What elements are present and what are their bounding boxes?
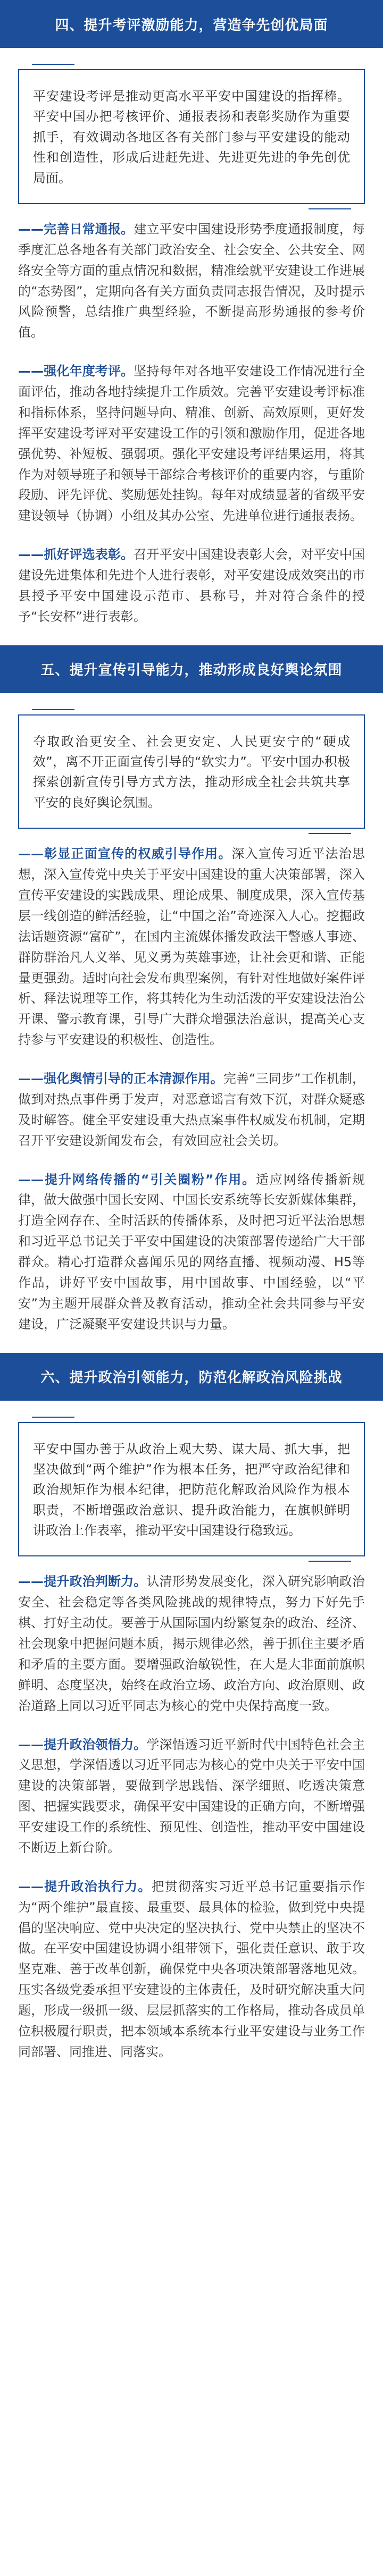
paragraph-text: 建立平安中国建设形势季度通报制度，每季度汇总各地各有关部门政治安全、社会安全、公共安全、网络安全等方面的重点情况和数据，精准绘就平安建设工作进展的“态势图”，定期向各有关方面负责同志报告情况，及时提示风险预警，总结推广典型经验，不断提高形势通报的参考价值。 xyxy=(18,221,365,340)
paragraph-lead: ——强化舆情引导的正本清源作用。 xyxy=(18,1071,223,1087)
summary-text: 夺取政治更安全、社会更安定、人民更安宁的“硬成效”，离不开正面宣传引导的“软实力”。平安中国办积极探索创新宣传引导方式方法，推动形成全社会共筑共享平安的良好舆论氛围。 xyxy=(33,734,350,810)
paragraph-lead: ——强化年度考评。 xyxy=(18,364,134,379)
paragraph-text: 坚持每年对各地平安建设工作情况进行全面评估，推动各地持续提升工作质效。完善平安建设考评标准和指标体系，坚持问题导向、精准、创新、高效原则，更好发挥平安建设考评对平安建设工作的引领和激励作用，促进各地强优势、补短板、强弱项。强化平安建设考评结果运用，将其作为对领导班子和领导干部综合考核评价的重要内容，与重阶段励、评先评优、奖励惩处挂钩。每年对成绩显著的省级平安建设领导（协调）小组及其办公室、先进单位进行通报表扬。 xyxy=(18,364,365,524)
paragraph xyxy=(18,1876,365,2063)
paragraph xyxy=(18,219,365,343)
section-title: 六、提升政治引领能力，防范化解政治风险挑战 xyxy=(40,1370,343,1386)
paragraph-text: 深入宣传习近平法治思想，深入宣传党中央关于平安中国建设的重大决策部署，深入宣传平安建设的实践成果、理论成果、制度成果，深入宣传基层一线创造的鲜活经验，让“中国之治”奇迹深入人心。挖掘政法话题资源“富矿”，在国内主流媒体播发政法干警感人事迹、群防群治凡人义举、见义勇为英雄事迹，让社会更和谐、正能量更强劲。适时向社会发布典型案例，有针对性地做好案件评析、释法说理等工作，将其转化为生动活泼的平安建设法治公开课、警示教育课，引导广大群众增强法治意识，提高关心支持参与平安建设的积极性、创造性。 xyxy=(18,846,365,1048)
section-title: 五、提升宣传引导能力，推动形成良好舆论氛围 xyxy=(40,662,343,679)
paragraph-text: 学深悟透习近平新时代中国特色社会主义思想，学深悟透以习近平同志为核心的党中央关于平安中国建设的决策部署，要做到学思践悟、深学细照、吃透决策意图、把握实践要求，确保平安中国建设的正确方向，不断增强平安建设工作的系统性、预见性、创造性，推动平安中国建设不断迈上新台阶。 xyxy=(18,1737,365,1855)
paragraph-lead: ——提升政治领悟力。 xyxy=(18,1737,147,1752)
paragraph-lead: ——提升政治执行力。 xyxy=(18,1879,152,1894)
paragraph xyxy=(18,1169,365,1335)
section-header xyxy=(0,0,383,48)
paragraph-text: 召开平安中国建设表彰大会，对平安中国建设先进集体和先进个人进行表彰，对平安建设成效突出的市县授予平安中国建设示范市、县称号，并对符合条件的授予“长安杯”进行表彰。 xyxy=(18,547,365,624)
paragraph-lead: ——彰显正面宣传的权威引导作用。 xyxy=(18,846,232,862)
paragraph xyxy=(18,1068,365,1151)
paragraph xyxy=(18,1571,365,1716)
section-5 xyxy=(0,645,383,1335)
paragraph xyxy=(18,1735,365,1858)
section-summary-box xyxy=(18,714,365,829)
paragraph-text: 适应网络传播新规律，做大做强中国长安网、中国长安系统等长安新媒体集群，打造全网存在、全时活跃的传播体系，及时把习近平法治思想和习近平总书记关于平安中国建设的决策部署传递给广大干部群众。精心打造群众喜闻乐见的网络直播、视频动漫、H5等作品，讲好平安中国故事，用中国故事、中国经验，以“平安”为主题开展群众普及教育活动，推动全社会共同参与平安建设，广泛凝聚平安建设共识与力量。 xyxy=(18,1172,365,1332)
paragraph xyxy=(18,844,365,1050)
paragraph-lead: ——提升政治判断力。 xyxy=(18,1574,147,1589)
section-header xyxy=(0,645,383,693)
section-6 xyxy=(0,1353,383,2063)
section-header xyxy=(0,1353,383,1401)
summary-text: 平安建设考评是推动更高水平平安中国建设的指挥棒。平安中国办把考核评价、通报表扬和表彰奖励作为重要抓手，有效调动各地区各有关部门参与平安建设的能动性和创造性，形成后进赶先进、先进更先进的争先创优局面。 xyxy=(33,89,350,186)
paragraph-text: 完善“三同步”工作机制，做到对热点事件勇于发声，对恶意谣言有效下沉，对群众疑惑及时解答。健全平安建设重大热点案事件权威发布机制，定期召开平安建设新闻发布会，有效回应社会关切。 xyxy=(18,1071,365,1148)
paragraph xyxy=(18,544,365,627)
section-summary-box xyxy=(18,69,365,204)
paragraph-lead: ——抓好评选表彰。 xyxy=(18,547,134,562)
paragraph-lead: ——提升网络传播的“引关圈粉”作用。 xyxy=(18,1172,256,1187)
section-summary-box xyxy=(18,1422,365,1557)
section-4 xyxy=(0,0,383,627)
paragraph-text: 认清形势发展变化，深入研究影响政治安全、社会稳定等各类风险挑战的规律特点，努力下好先手棋、打好主动仗。要善于从国际国内纷繁复杂的政治、经济、社会现象中把握问题本质，揭示规律必然，善于抓住主要矛盾和矛盾的主要方面。要增强政治敏锐性，在大是大非面前旗帜鲜明、态度坚决，始终在政治立场、政治方向、政治原则、政治道路上同以习近平同志为核心的党中央保持高度一致。 xyxy=(18,1574,365,1713)
paragraph xyxy=(18,361,365,526)
paragraph-text: 把贯彻落实习近平总书记重要指示作为“两个维护”最直接、最重要、最具体的检验，做到党中央提倡的坚决响应、党中央决定的坚决执行、党中央禁止的坚决不做。在平安中国建设协调小组带领下，强化责任意识、敢于攻坚克难、善于改革创新，确保党中央各项决策部署落地见效。压实各级党委承担平安建设的主体责任，及时研究解决重大问题，形成一级抓一级、层层抓落实的工作格局，推动各成员单位积极履行职责，把本领域本系统本行业平安建设与业务工作同部署、同推进、同落实。 xyxy=(18,1879,365,2059)
section-title: 四、提升考评激励能力，营造争先创优局面 xyxy=(55,17,328,33)
summary-text: 平安中国办善于从政治上观大势、谋大局、抓大事，把坚决做到“两个维护”作为根本任务，把严守政治纪律和政治规矩作为根本纪律，把防范化解政治风险作为根本职责，不断增强政治意识、提升政治能力，在旗帜鲜明讲政治上作表率，推动平安中国建设行稳致远。 xyxy=(33,1441,350,1538)
paragraph-lead: ——完善日常通报。 xyxy=(18,221,134,237)
